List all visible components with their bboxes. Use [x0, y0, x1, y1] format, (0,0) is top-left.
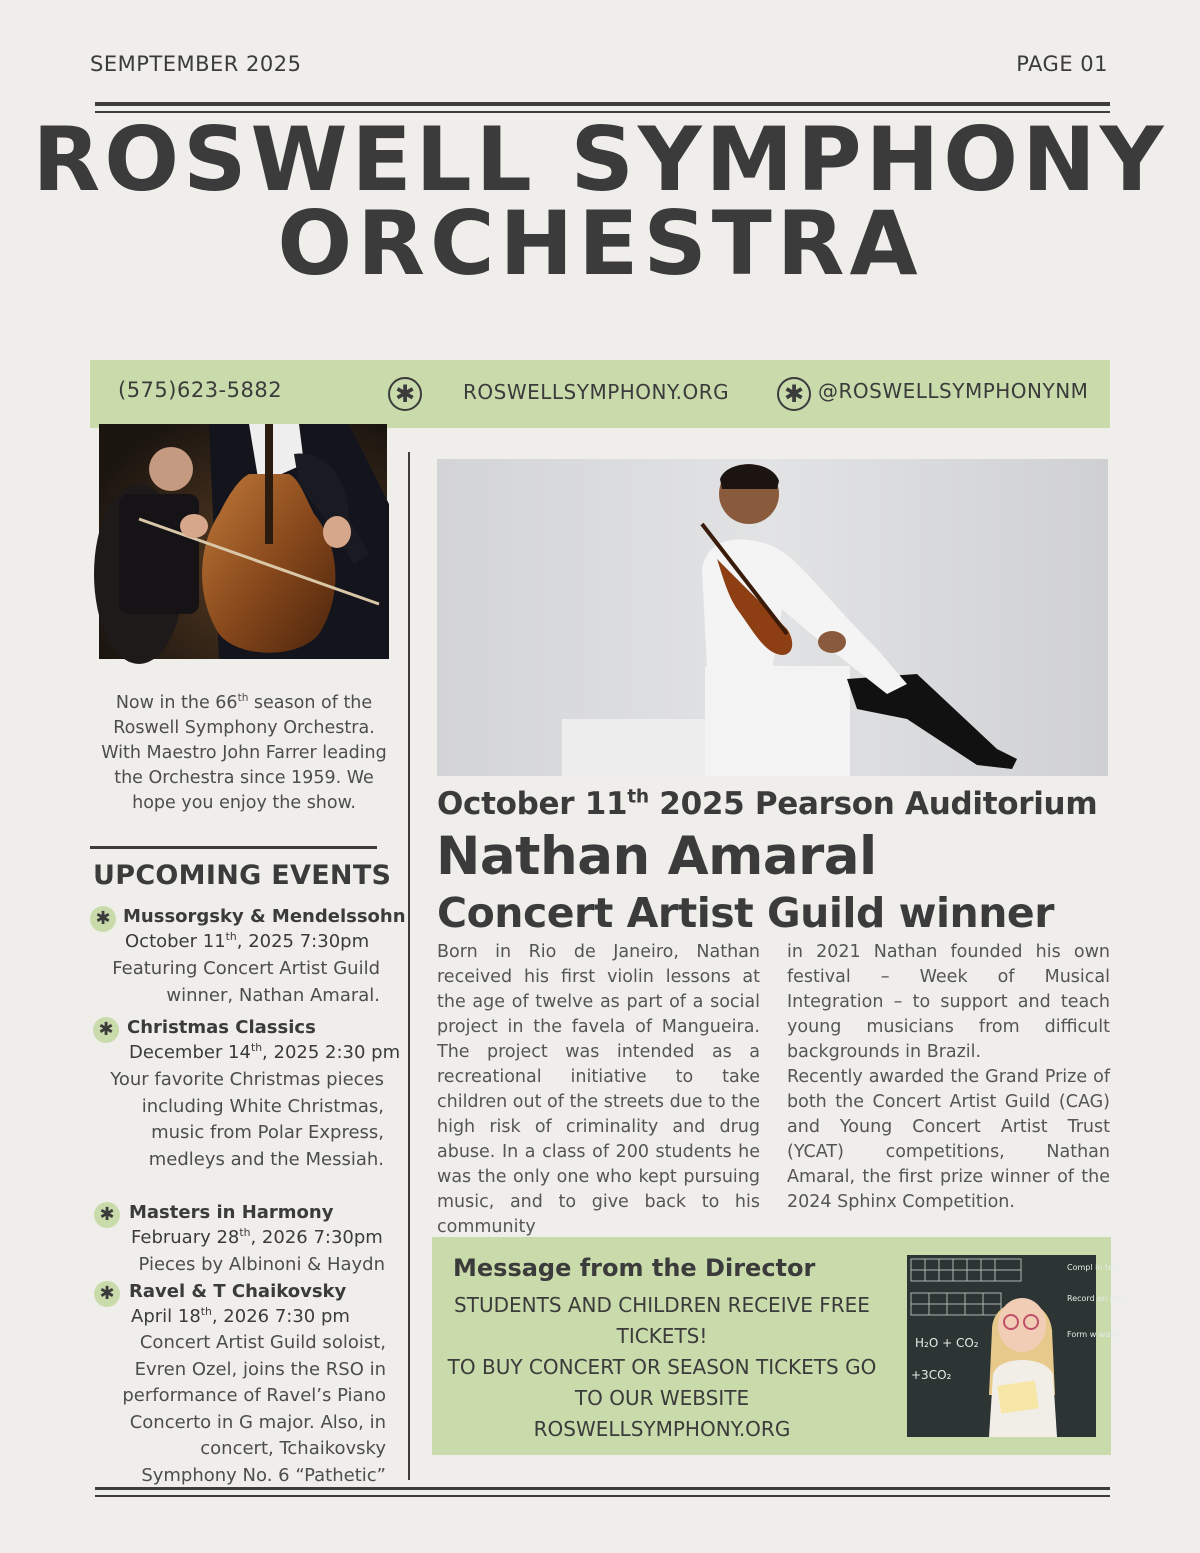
chalkboard-formula: H₂O + CO₂ [915, 1336, 979, 1350]
artist-subtitle: Concert Artist Guild winner [437, 889, 1054, 937]
director-message-text [445, 1290, 879, 1445]
asterisk-bullet-icon: ✱ [90, 906, 116, 932]
article-paragraph: Recently awarded the Grand Prize of both the Concert Artist Guild (CAG) and Young Concert Artist Trust (YCAT) competitions, Nathan Amaral, the first prize winner of the 2024 Sphinx Competition. [787, 1067, 1110, 1212]
artist-name-heading: Nathan Amaral [436, 826, 877, 887]
masthead-title-line1: ROSWELL SYMPHONY [32, 108, 1168, 211]
asterisk-circle-icon: ✱ [388, 377, 422, 411]
bottom-rule-thick [95, 1487, 1110, 1490]
masthead-title-line2: ORCHESTRA [277, 192, 923, 295]
left-column-rule [90, 846, 377, 849]
chalkboard-note: Compl in text [1067, 1263, 1121, 1272]
column-divider [408, 452, 410, 1480]
event-date: October 11th, 2025 7:30pm [125, 930, 370, 952]
article-column-2 [787, 940, 1110, 1215]
director-message-heading: Message from the Director [453, 1254, 816, 1282]
event-description: Featuring Concert Artist Guild winner, Nathan Amaral. [112, 958, 380, 1006]
event-title: Mussorgsky & Mendelssohn [123, 906, 406, 927]
concert-date-heading: October 11th 2025 Pearson Auditorium [437, 786, 1098, 822]
event-title: Masters in Harmony [129, 1202, 334, 1223]
chalkboard-formula: +3CO₂ [911, 1368, 952, 1382]
social-handle[interactable]: @ROSWELLSYMPHONYNM [818, 379, 1089, 403]
upcoming-events-heading: UPCOMING EVENTS [93, 860, 392, 891]
phone-number[interactable]: (575)623-5882 [118, 378, 283, 402]
issue-date: SEMPTEMBER 2025 [90, 52, 302, 76]
article-column-1: Born in Rio de Janeiro, Nathan received his first violin lessons at the age of twelve as part of a social project in the favela of Mangueira. The project was intended as a recreational initiative to take children out of the streets due to the high risk of criminality and drug abuse. In a class of 200 students he was the only one who kept pursuing music, and to give back to his community [437, 942, 760, 1237]
page-number: PAGE 01 [1016, 52, 1108, 76]
event-description: Concert Artist Guild soloist, Evren Ozel, joins the RSO in performance of Ravel’s Piano Concerto in G major. Also, in concert, Tchaikovsky Symphony No. 6 “Pathetic” [122, 1332, 386, 1486]
event-title: Ravel & T Chaikovsky [129, 1281, 347, 1302]
event-title: Christmas Classics [127, 1017, 316, 1038]
website-link[interactable]: ROSWELLSYMPHONY.ORG [463, 380, 730, 404]
event-date: February 28th, 2026 7:30pm [131, 1226, 383, 1248]
bottom-rule-thin [95, 1495, 1110, 1497]
asterisk-bullet-icon: ✱ [94, 1202, 120, 1228]
chalkboard-note: Record on plac [1067, 1294, 1127, 1303]
buy-tickets-line: TO BUY CONCERT OR SEASON TICKETS GO TO OUR WEBSITE [447, 1355, 877, 1410]
chalkboard-note: Form w water [1067, 1330, 1122, 1339]
intro-paragraph: Now in the 66th season of the Roswell Symphony Orchestra. With Maestro John Farrer leading the Orchestra since 1959. We hope you enjoy the show. [101, 692, 387, 813]
asterisk-bullet-icon: ✱ [94, 1281, 120, 1307]
cellist-photo [99, 424, 387, 659]
article-paragraph: in 2021 Nathan founded his own festival – Week of Musical Integration – to support and teach young musicians from difficult backgrounds in Brazil. [787, 942, 1110, 1062]
free-tickets-line: STUDENTS AND CHILDREN RECEIVE FREE TICKETS! [454, 1293, 870, 1348]
event-description: Pieces by Albinoni & Haydn [138, 1254, 385, 1275]
event-date: April 18th, 2026 7:30 pm [131, 1305, 350, 1327]
asterisk-bullet-icon: ✱ [93, 1017, 119, 1043]
director-website-link[interactable]: ROSWELLSYMPHONY.ORG [533, 1417, 791, 1441]
event-description: Your favorite Christmas pieces including White Christmas, music from Polar Express, medleys and the Messiah. [110, 1069, 384, 1170]
student-chalkboard-photo [907, 1255, 1127, 1437]
asterisk-circle-icon: ✱ [777, 377, 811, 411]
top-rule-thick [95, 102, 1110, 106]
event-date: December 14th, 2025 2:30 pm [129, 1041, 401, 1063]
violinist-photo [437, 459, 1108, 776]
